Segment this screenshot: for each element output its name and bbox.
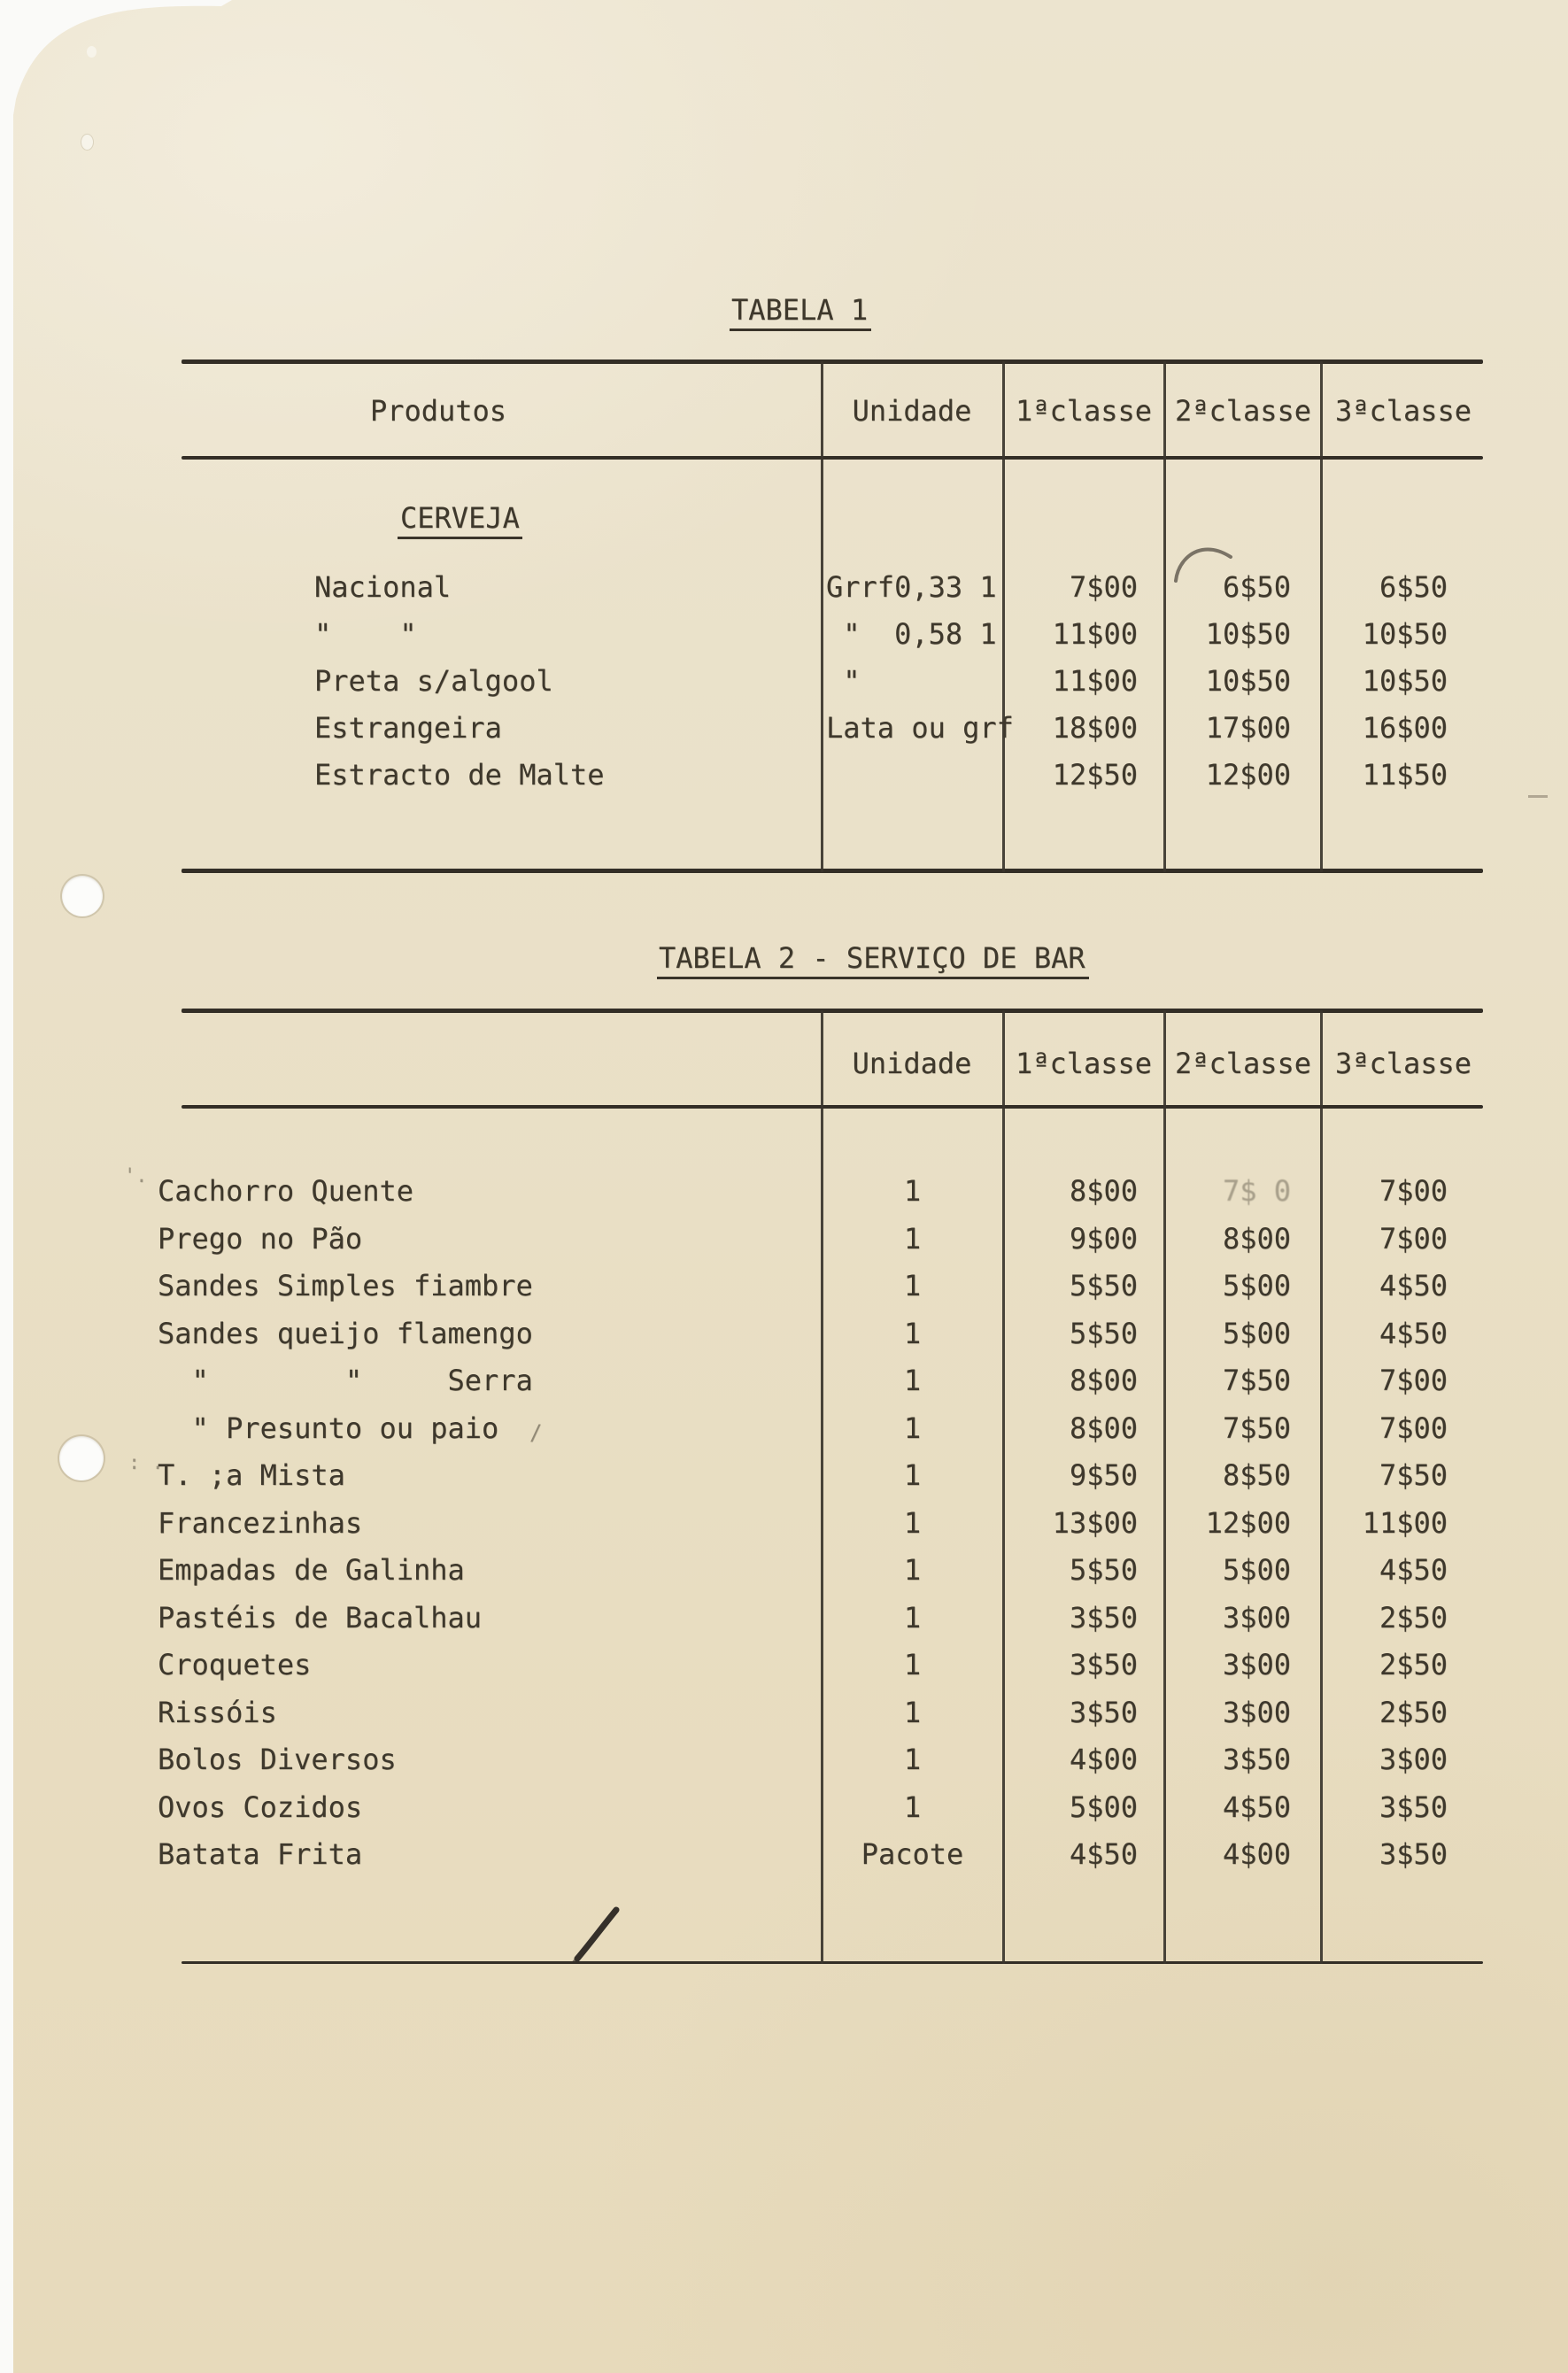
unidade-cell: 1 <box>903 1695 922 1729</box>
price-1classe-cell: 8$00 <box>1069 1174 1138 1208</box>
price-1classe-cell: 9$50 <box>1069 1458 1138 1492</box>
table1-header-underline <box>182 456 1483 460</box>
stray-pencil-mark-1: '. <box>124 1165 148 1187</box>
punch-hole-top <box>62 876 103 916</box>
unidade-cell: " <box>826 664 861 698</box>
table-row <box>0 563 1568 611</box>
unidade-cell: 1 <box>903 1648 922 1681</box>
price-2classe-cell: 8$50 <box>1222 1458 1291 1492</box>
produto-cell: T. ;a Mista <box>158 1458 345 1492</box>
produto-cell: Estracto de Malte <box>314 758 605 792</box>
table-row <box>0 1783 1568 1831</box>
table-row <box>0 657 1568 705</box>
price-2classe-cell: 6$50 <box>1222 570 1291 604</box>
price-1classe-cell: 5$00 <box>1069 1789 1138 1824</box>
price-3classe-cell: 2$50 <box>1379 1648 1448 1681</box>
produto-cell: " " Serra <box>158 1364 533 1397</box>
unidade-cell: Pacote <box>861 1837 964 1871</box>
unidade-cell: 1 <box>903 1364 922 1397</box>
produto-cell: Rissóis <box>158 1695 277 1729</box>
price-3classe-cell: 7$00 <box>1379 1364 1448 1397</box>
price-2classe-cell: 5$00 <box>1222 1553 1291 1587</box>
table2-header-underline <box>182 1105 1483 1109</box>
table-row <box>0 1215 1568 1263</box>
unidade-cell: 1 <box>903 1174 922 1208</box>
produto-cell: Preta s/algool <box>314 664 553 698</box>
produto-cell: Ovos Cozidos <box>158 1789 363 1824</box>
unidade-cell: " 0,58 1 <box>826 617 997 651</box>
unidade-cell: 1 <box>903 1743 922 1776</box>
price-2classe-cell: 5$00 <box>1222 1316 1291 1350</box>
table-row <box>0 1594 1568 1642</box>
produto-cell: Cachorro Quente <box>158 1174 413 1208</box>
price-2classe-cell: 3$50 <box>1222 1743 1291 1776</box>
price-3classe-cell: 4$50 <box>1379 1553 1448 1587</box>
price-1classe-cell: 5$50 <box>1069 1553 1138 1587</box>
produto-cell: Empadas de Galinha <box>158 1553 465 1587</box>
price-1classe-cell: 18$00 <box>1052 711 1138 745</box>
table1-bottom-border <box>182 869 1483 873</box>
price-2classe-cell: 17$00 <box>1205 711 1291 745</box>
price-2classe-cell: 7$ 0 <box>1222 1174 1291 1208</box>
table2-header-2classe: 2ªclasse <box>1174 1047 1312 1080</box>
produto-cell: Bolos Diversos <box>158 1743 397 1776</box>
produto-cell: Batata Frita <box>158 1837 363 1871</box>
table1-header-1classe: 1ªclasse <box>1015 394 1153 428</box>
price-3classe-cell: 11$50 <box>1362 758 1448 792</box>
table-row <box>0 1641 1568 1689</box>
produto-cell: Prego no Pão <box>158 1221 363 1256</box>
price-1classe-cell: 3$50 <box>1069 1600 1138 1635</box>
unidade-cell: 1 <box>903 1553 922 1587</box>
price-3classe-cell: 3$50 <box>1379 1837 1448 1871</box>
table-row <box>0 1689 1568 1736</box>
table-row <box>0 1167 1568 1215</box>
produto-cell: " " <box>314 617 417 651</box>
price-3classe-cell: 6$50 <box>1379 570 1448 604</box>
price-1classe-cell: 9$00 <box>1069 1221 1138 1256</box>
price-3classe-cell: 7$00 <box>1379 1221 1448 1256</box>
table-row <box>0 1262 1568 1310</box>
produto-cell: Sandes Simples fiambre <box>158 1269 533 1302</box>
unidade-cell: 1 <box>903 1269 922 1302</box>
price-2classe-cell: 8$00 <box>1222 1221 1291 1256</box>
price-3classe-cell: 11$00 <box>1362 1505 1448 1540</box>
price-1classe-cell: 5$50 <box>1069 1316 1138 1350</box>
price-3classe-cell: 3$00 <box>1379 1743 1448 1776</box>
produto-cell: Estrangeira <box>314 711 502 745</box>
stray-pencil-mark-2: : . <box>128 1452 164 1474</box>
unidade-cell: 1 <box>903 1600 922 1635</box>
price-3classe-cell: 3$50 <box>1379 1789 1448 1824</box>
price-3classe-cell: 2$50 <box>1379 1600 1448 1635</box>
price-2classe-cell: 12$00 <box>1205 1505 1291 1540</box>
price-2classe-cell: 7$50 <box>1222 1411 1291 1445</box>
table1-header-3classe: 3ªclasse <box>1334 394 1472 428</box>
scanner-edge-strip <box>0 0 13 2373</box>
produto-cell: Nacional <box>314 570 452 604</box>
table2-header-unidade: Unidade <box>852 1047 972 1080</box>
price-3classe-cell: 7$50 <box>1379 1458 1448 1492</box>
table1-header-2classe: 2ªclasse <box>1174 394 1312 428</box>
price-1classe-cell: 4$00 <box>1069 1743 1138 1776</box>
table1-header-produtos: Produtos <box>369 394 507 428</box>
price-2classe-cell: 10$50 <box>1205 617 1291 651</box>
unidade-cell: 1 <box>903 1411 922 1445</box>
unidade-cell: Grrf0,33 1 <box>826 570 997 604</box>
table-row <box>0 704 1568 752</box>
price-2classe-cell: 4$00 <box>1222 1837 1291 1871</box>
unidade-cell: Lata ou grf <box>826 711 1014 745</box>
unidade-cell: 1 <box>903 1789 922 1824</box>
paper-speck <box>81 135 93 150</box>
table-row <box>0 1310 1568 1357</box>
table-row <box>0 1546 1568 1594</box>
price-3classe-cell: 4$50 <box>1379 1269 1448 1302</box>
stray-pencil-mark-3: / <box>529 1420 543 1445</box>
price-1classe-cell: 7$00 <box>1069 570 1138 604</box>
price-1classe-cell: 8$00 <box>1069 1364 1138 1397</box>
price-3classe-cell: 2$50 <box>1379 1695 1448 1729</box>
price-1classe-cell: 3$50 <box>1069 1695 1138 1729</box>
table1-title: TABELA 1 <box>730 294 871 331</box>
paper-speck <box>87 46 97 58</box>
produto-cell: Croquetes <box>158 1648 312 1681</box>
produto-cell: Francezinhas <box>158 1505 363 1540</box>
table2-header-3classe: 3ªclasse <box>1334 1047 1472 1080</box>
price-2classe-cell: 3$00 <box>1222 1648 1291 1681</box>
unidade-cell: 1 <box>903 1505 922 1540</box>
table2-header-1classe: 1ªclasse <box>1015 1047 1153 1080</box>
unidade-cell: 1 <box>903 1458 922 1492</box>
price-1classe-cell: 12$50 <box>1052 758 1138 792</box>
price-1classe-cell: 5$50 <box>1069 1269 1138 1302</box>
punch-hole-bottom <box>59 1436 104 1480</box>
table2-title: TABELA 2 - SERVIÇO DE BAR <box>657 942 1089 979</box>
price-2classe-cell: 12$00 <box>1205 758 1291 792</box>
price-3classe-cell: 10$50 <box>1362 664 1448 698</box>
table-row <box>0 1404 1568 1452</box>
table1-top-border <box>182 359 1483 364</box>
price-3classe-cell: 16$00 <box>1362 711 1448 745</box>
price-1classe-cell: 8$00 <box>1069 1411 1138 1445</box>
unidade-cell: 1 <box>903 1221 922 1256</box>
table-row <box>0 610 1568 658</box>
price-2classe-cell: 3$00 <box>1222 1695 1291 1729</box>
price-1classe-cell: 13$00 <box>1052 1505 1138 1540</box>
price-1classe-cell: 11$00 <box>1052 617 1138 651</box>
unidade-cell: 1 <box>903 1316 922 1350</box>
price-3classe-cell: 4$50 <box>1379 1316 1448 1350</box>
table-row <box>0 1499 1568 1547</box>
price-2classe-cell: 3$00 <box>1222 1600 1291 1635</box>
price-2classe-cell: 4$50 <box>1222 1789 1291 1824</box>
produto-cell: " Presunto ou paio <box>158 1411 499 1445</box>
price-3classe-cell: 10$50 <box>1362 617 1448 651</box>
price-2classe-cell: 10$50 <box>1205 664 1291 698</box>
table1-section-heading: CERVEJA <box>398 501 522 539</box>
table-row <box>0 751 1568 799</box>
price-3classe-cell: 7$00 <box>1379 1174 1448 1208</box>
table-row <box>0 1451 1568 1499</box>
price-2classe-cell: 5$00 <box>1222 1269 1291 1302</box>
table2-top-border <box>182 1009 1483 1013</box>
price-1classe-cell: 4$50 <box>1069 1837 1138 1871</box>
produto-cell: Sandes queijo flamengo <box>158 1316 533 1350</box>
price-1classe-cell: 3$50 <box>1069 1648 1138 1681</box>
price-1classe-cell: 11$00 <box>1052 664 1138 698</box>
produto-cell: Pastéis de Bacalhau <box>158 1600 483 1635</box>
price-3classe-cell: 7$00 <box>1379 1411 1448 1445</box>
price-2classe-cell: 7$50 <box>1222 1364 1291 1397</box>
table-row <box>0 1830 1568 1878</box>
table2-bottom-border <box>182 1961 1483 1964</box>
table-row <box>0 1735 1568 1783</box>
table-row <box>0 1357 1568 1404</box>
table1-header-unidade: Unidade <box>852 394 972 428</box>
